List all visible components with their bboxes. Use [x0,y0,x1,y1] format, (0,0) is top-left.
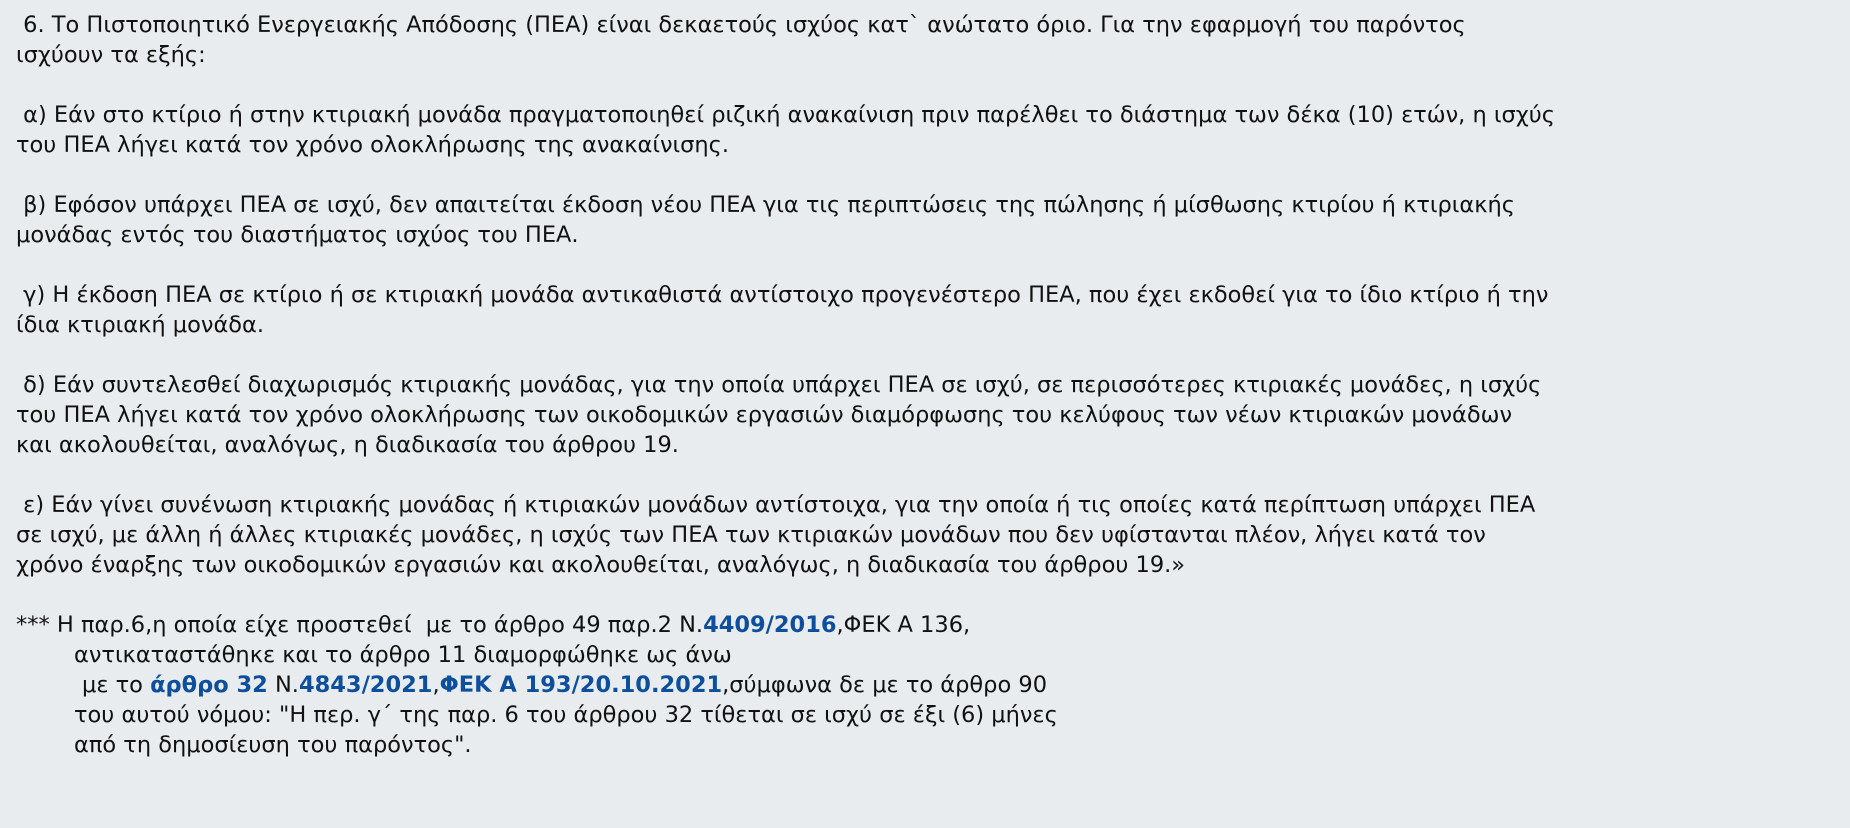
law-4409-2016-link[interactable]: 4409/2016 [703,612,837,638]
text-line: α) Εάν στο κτίριο ή στην κτιριακή μονάδα πραγματοποιηθεί ριζική ανακαίνιση πριν παρέλθει το διάστημα των δέκα (10) ετών, η ισχύς [16,102,1555,128]
text-line: γ) Η έκδοση ΠΕΑ σε κτίριο ή σε κτιριακή μονάδα αντικαθιστά αντίστοιχο προγενέστερο ΠΕΑ, που έχει εκδοθεί για το ίδιο κτίριο ή την [16,282,1549,308]
text-line: ε) Εάν γίνει συνένωση κτιριακής μονάδας ή κτιριακών μονάδων αντίστοιχα, για την οποία ή τις οποίες κατά περίπτωση υπάρχει ΠΕΑ [16,492,1536,518]
note-line [16,610,1850,640]
text-line: σε ισχύ, με άλλη ή άλλες κτιριακές μονάδες, η ισχύς των ΠΕΑ των κτιριακών μονάδων που δεν υφίστανται πλέον, λήγει κατά τον [16,522,1486,548]
paragraph-c [16,280,1850,340]
paragraph-d [16,370,1850,460]
spacer [16,160,1850,190]
note-text: Ν. [267,672,299,698]
note-text: ,ΦΕΚ Α 136, [836,612,971,638]
text-line: και ακολουθείται, αναλόγως, η διαδικασία του άρθρου 19. [16,432,679,458]
spacer [16,340,1850,370]
amendment-note [16,610,1850,760]
note-text: με το [82,672,151,698]
text-line: ισχύουν τα εξής: [16,42,206,68]
text-line: δ) Εάν συντελεσθεί διαχωρισμός κτιριακής μονάδας, για την οποία υπάρχει ΠΕΑ σε ισχύ, σε περισσότερες κτιριακές μονάδες, η ισχύς [16,372,1542,398]
text-line: του ΠΕΑ λήγει κατά τον χρόνο ολοκλήρωσης της ανακαίνισης. [16,132,730,158]
text-line: χρόνο έναρξης των οικοδομικών εργασιών και ακολουθείται, αναλόγως, η διαδικασία του άρθρου 19.» [16,552,1186,578]
text-line: 6. Το Πιστοποιητικό Ενεργειακής Απόδοσης (ΠΕΑ) είναι δεκαετούς ισχύος κατ` ανώτατο όριο. Για την εφαρμογή του παρόντος [16,12,1466,38]
text-line: β) Εφόσον υπάρχει ΠΕΑ σε ισχύ, δεν απαιτείται έκδοση νέου ΠΕΑ για τις περιπτώσεις της πώλησης ή μίσθωσης κτιρίου ή κτιριακής [16,192,1515,218]
spacer [16,70,1850,100]
note-text: *** Η παρ.6,η οποία είχε προστεθεί με το άρθρο 49 παρ.2 Ν. [16,612,704,638]
fek-a-193-link[interactable]: ΦΕΚ Α 193/20.10.2021 [439,672,723,698]
spacer [16,250,1850,280]
note-text: , [432,672,440,698]
note-line: αντικαταστάθηκε και το άρθρο 11 διαμορφώθηκε ως άνω [74,642,732,668]
note-line: του αυτού νόμου: "Η περ. γ΄ της παρ. 6 του άρθρου 32 τίθεται σε ισχύ σε έξι (6) μήνες [74,702,1058,728]
paragraph-b [16,190,1850,250]
paragraph-e [16,490,1850,580]
paragraph-a [16,100,1850,160]
paragraph-6 [16,10,1850,70]
note-text: ,σύμφωνα δε με το άρθρο 90 [722,672,1048,698]
note-line [16,670,1850,700]
text-line: ίδια κτιριακή μονάδα. [16,312,265,338]
note-line: από τη δημοσίευση του παρόντος". [74,732,472,758]
spacer [16,460,1850,490]
law-4843-2021-link[interactable]: 4843/2021 [298,672,433,698]
text-line: του ΠΕΑ λήγει κατά τον χρόνο ολοκλήρωσης των οικοδομικών εργασιών διαμόρφωσης του κελύφους των νέων κτιριακών μονάδων [16,402,1513,428]
spacer [16,580,1850,610]
article-32-link[interactable]: άρθρο 32 [150,672,268,698]
text-line: μονάδας εντός του διαστήματος ισχύος του ΠΕΑ. [16,222,579,248]
